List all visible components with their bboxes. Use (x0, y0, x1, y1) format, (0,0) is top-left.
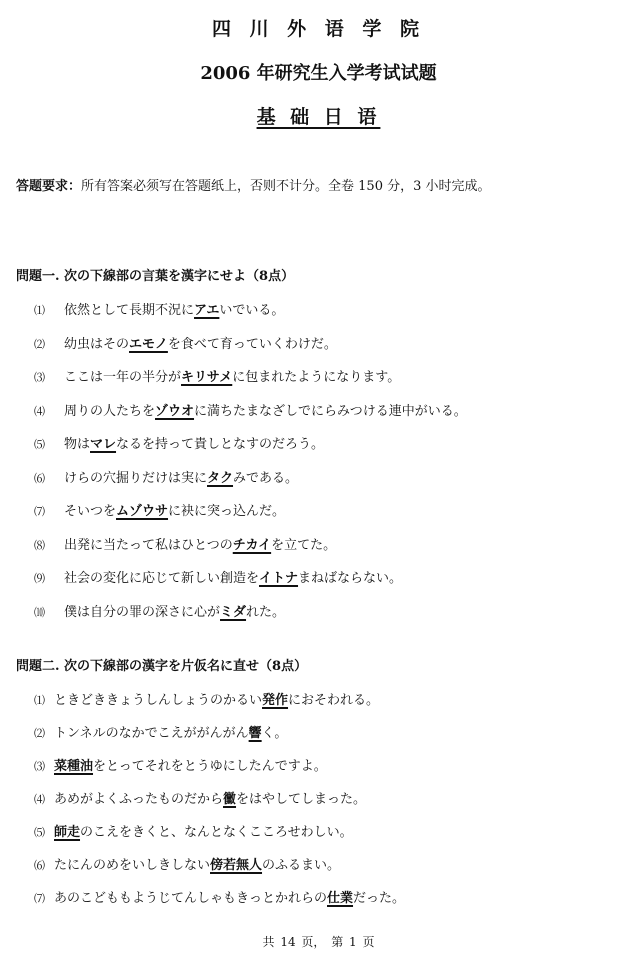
underlined-word: 菜種油 (54, 759, 94, 774)
item-text-before: トンネルのなかでこえががんがん (54, 726, 249, 741)
item-text-after: をとってそれをとうゆにしたんですよ。 (93, 759, 327, 774)
underlined-word: チカイ (232, 537, 272, 553)
item-text-after: に包まれたようになります。 (232, 370, 401, 385)
item-text-before: 幼虫はその (64, 336, 130, 352)
item-text-after: に袂に突っ込んだ。 (168, 504, 286, 519)
question-item (34, 689, 379, 708)
item-number: ⑸ (34, 826, 45, 839)
subject-title: 基 础 日 语 (256, 106, 381, 128)
item-number: ⑸ (34, 438, 45, 451)
question-item (34, 755, 327, 774)
question-item (34, 467, 298, 486)
item-text-after: なるを持って貴しとなすのだろう。 (116, 437, 325, 452)
item-text-before: あのこどももようじてんしゃもきっとかれらの (54, 891, 328, 906)
item-number: ⑽ (34, 605, 45, 619)
question-item (34, 854, 340, 873)
item-text-before: たにんのめをいしきしない (54, 858, 211, 873)
item-text-before: 社会の変化に応じて新しい創造を (64, 571, 260, 586)
underlined-word: エモノ (129, 336, 168, 352)
item-text-after: れた。 (246, 604, 286, 620)
underlined-word: 師走 (54, 825, 81, 840)
underlined-word: ムゾウサ (116, 504, 169, 519)
underlined-word: キリサメ (181, 370, 233, 385)
question-item (34, 299, 284, 318)
requirements-text: 所有答案必须写在答题纸上，否则不计分。全卷 150 分，3 小时完成。 (81, 179, 491, 194)
question-item (34, 534, 336, 553)
underlined-word: イトナ (259, 571, 299, 586)
item-number: ⑴ (34, 304, 45, 317)
page-footer: 共 14 页， 第 1 页 (262, 935, 375, 949)
item-text-before: ここは一年の半分が (64, 370, 182, 385)
item-text-before: 物は (64, 437, 91, 452)
item-text-after: く。 (261, 726, 288, 741)
underlined-word: 傍若無人 (210, 858, 263, 873)
item-text-before: 出発に当たって私はひとつの (64, 537, 233, 553)
item-text-after: みである。 (233, 470, 299, 486)
question-item (34, 887, 405, 906)
exam-title: 2006 年研究生入学考试试题 (200, 63, 437, 84)
item-text-after: のこえをきくと、なんとなくこころせわしい。 (80, 825, 353, 840)
item-text-before: そいつを (64, 504, 117, 519)
item-number: ⑶ (34, 371, 45, 384)
item-number: ⑵ (34, 727, 45, 740)
question-item (34, 788, 366, 807)
question-item (34, 500, 285, 519)
question-item (34, 400, 467, 419)
item-text-after: を立てた。 (271, 537, 337, 553)
underlined-word: マレ (90, 437, 117, 452)
item-text-after: いでいる。 (219, 303, 285, 318)
item-number: ⑷ (34, 404, 45, 418)
item-number: ⑹ (34, 471, 45, 485)
item-number: ⑵ (34, 337, 45, 351)
item-text-after: まねばならない。 (298, 571, 403, 586)
item-number: ⑷ (34, 793, 45, 806)
underlined-word: 黴 (223, 792, 237, 807)
item-number: ⑻ (34, 538, 45, 552)
item-number: ⑺ (34, 892, 45, 905)
question-item (34, 567, 402, 586)
requirements-label: 答题要求： (16, 179, 82, 194)
item-text-before: 依然として長期不況に (64, 303, 195, 318)
answer-requirements (16, 175, 491, 194)
item-number: ⑹ (34, 859, 45, 872)
school-name: 四 川 外 语 学 院 (211, 18, 426, 40)
question-2-title: 問題二. 次の下線部の漢字を片仮名に直せ（8点） (16, 659, 308, 674)
item-text-before: けらの穴掘りだけは実に (64, 470, 208, 486)
item-text-after: だった。 (353, 891, 406, 906)
item-text-after: を食べて育っていくわけだ。 (167, 336, 337, 352)
question-item (34, 433, 324, 452)
question-1-title: 問題一. 次の下線部の言葉を漢字にせよ（8点） (16, 269, 295, 284)
underlined-word: タク (207, 470, 234, 486)
item-number: ⑶ (34, 760, 45, 773)
underlined-word: ミダ (220, 604, 247, 620)
question-item (34, 722, 287, 741)
item-number: ⑴ (34, 694, 45, 707)
question-item (34, 366, 400, 385)
underlined-word: 響 (248, 726, 262, 741)
underlined-word: 仕業 (327, 891, 354, 906)
question-item (34, 333, 337, 352)
item-text-before: ときどききょうしんしょうのかるい (54, 693, 263, 708)
item-text-before: あめがよくふったものだから (54, 792, 224, 807)
underlined-word: アエ (194, 303, 220, 318)
question-item (34, 821, 353, 840)
item-number: ⑼ (34, 572, 45, 585)
item-text-after: のふるまい。 (262, 858, 341, 873)
underlined-word: ゾウオ (155, 403, 195, 419)
item-text-before: 僕は自分の罪の深さに心が (64, 604, 221, 620)
item-text-after: に満ちたまなざしでにらみつける連中がいる。 (194, 403, 467, 419)
item-text-after: におそわれる。 (288, 693, 380, 708)
underlined-word: 発作 (262, 693, 289, 708)
question-item (34, 601, 285, 620)
item-text-after: をはやしてしまった。 (236, 792, 367, 807)
item-text-before: 周りの人たちを (64, 403, 156, 419)
item-number: ⑺ (34, 505, 45, 518)
